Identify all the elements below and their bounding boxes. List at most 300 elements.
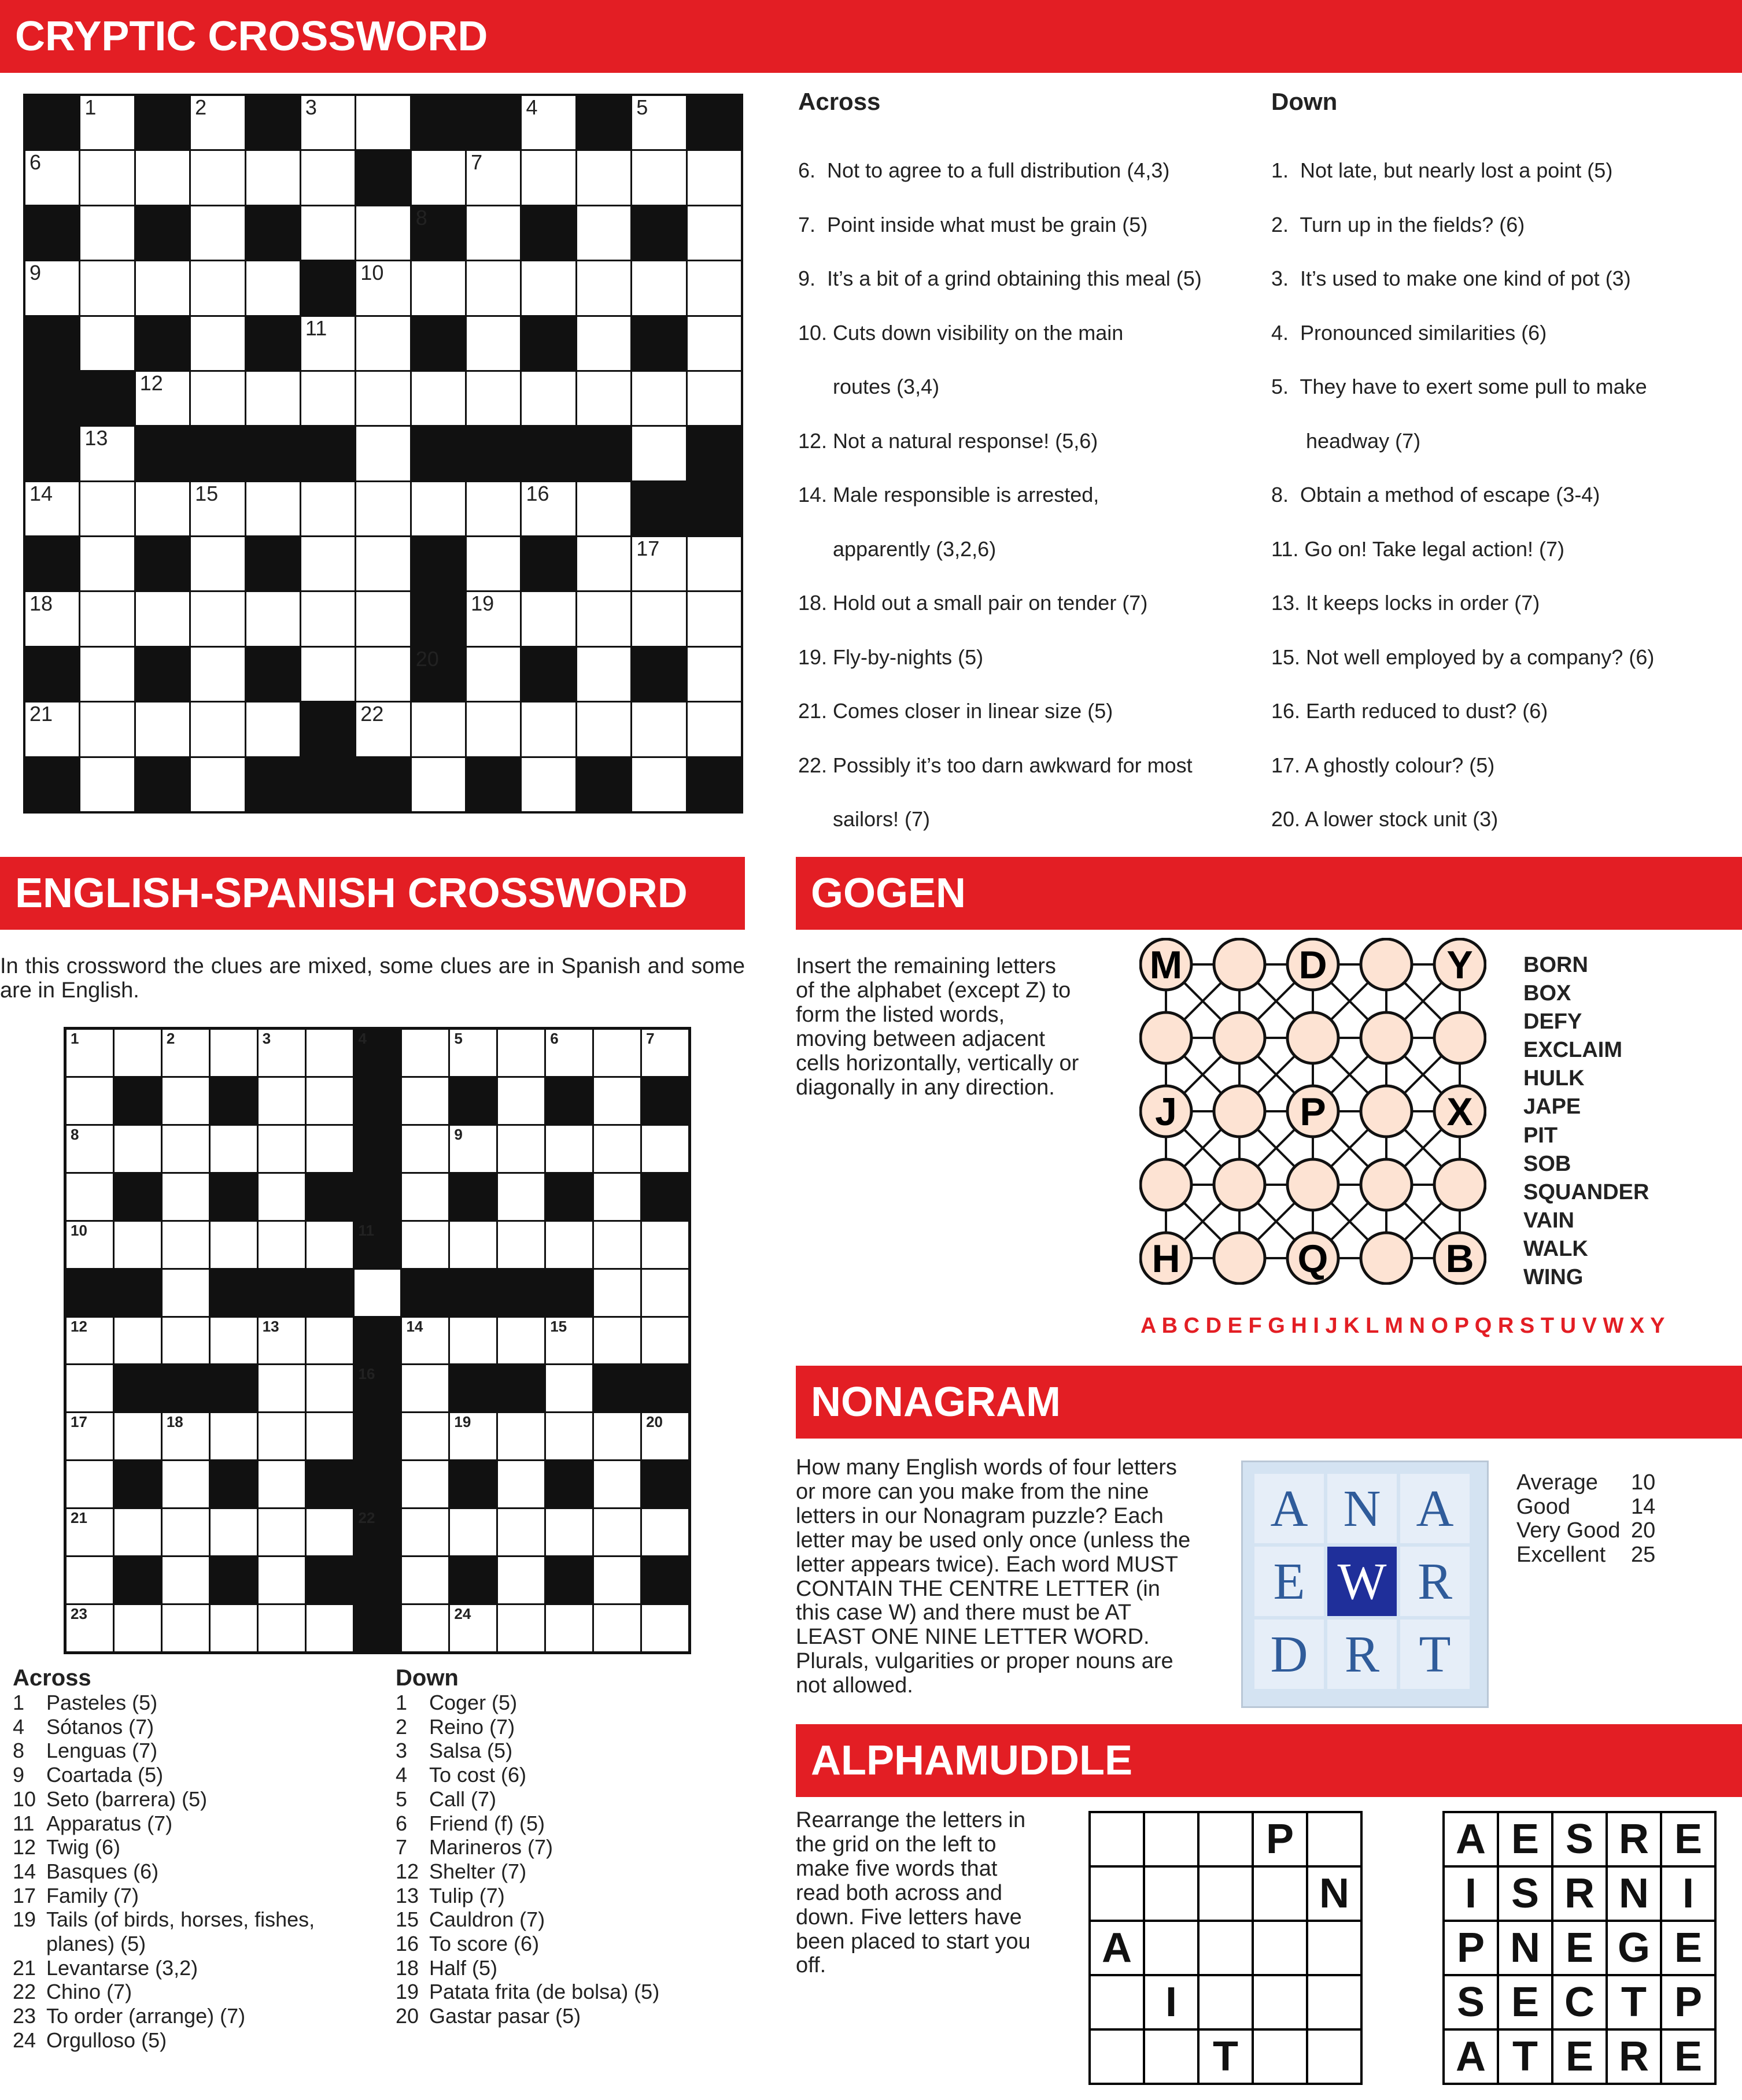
cryptic-white-cell[interactable] (136, 151, 189, 204)
es-white-cell[interactable] (115, 1509, 161, 1555)
es-white-cell[interactable] (402, 1413, 448, 1459)
cryptic-white-cell[interactable] (577, 592, 630, 645)
es-white-cell[interactable] (211, 1222, 257, 1268)
alphamuddle-cell[interactable]: I (1145, 1976, 1197, 2028)
alphamuddle-cell[interactable]: E (1662, 1813, 1714, 1865)
alphamuddle-cell[interactable]: I (1445, 1868, 1497, 1920)
cryptic-white-cell[interactable] (356, 592, 409, 645)
cryptic-white-cell[interactable] (522, 592, 575, 645)
es-white-cell[interactable] (259, 1509, 305, 1555)
cryptic-white-cell[interactable] (577, 206, 630, 260)
alphamuddle-cell[interactable] (1091, 1976, 1143, 2028)
gogen-cell[interactable] (1287, 1012, 1338, 1063)
cryptic-white-cell[interactable] (356, 703, 409, 756)
es-white-cell[interactable] (163, 1222, 209, 1268)
alphamuddle-cell[interactable]: R (1608, 1813, 1660, 1865)
es-white-cell[interactable] (67, 1365, 113, 1411)
es-white-cell[interactable] (67, 1557, 113, 1603)
alphamuddle-cell[interactable]: E (1553, 2031, 1606, 2083)
alphamuddle-cell[interactable] (1091, 1813, 1143, 1865)
es-white-cell[interactable] (498, 1557, 544, 1603)
es-white-cell[interactable] (450, 1222, 496, 1268)
es-white-cell[interactable] (163, 1270, 209, 1316)
es-white-cell[interactable] (594, 1222, 640, 1268)
cryptic-white-cell[interactable] (577, 372, 630, 425)
cryptic-white-cell[interactable] (80, 648, 134, 701)
cryptic-white-cell[interactable] (412, 372, 465, 425)
cryptic-white-cell[interactable] (301, 482, 355, 535)
es-white-cell[interactable] (307, 1365, 353, 1411)
cryptic-white-cell[interactable] (80, 427, 134, 480)
es-white-cell[interactable] (594, 1413, 640, 1459)
es-white-cell[interactable] (498, 1030, 544, 1076)
cryptic-white-cell[interactable] (246, 151, 300, 204)
cryptic-white-cell[interactable] (577, 537, 630, 590)
cryptic-white-cell[interactable] (191, 261, 244, 315)
es-white-cell[interactable] (594, 1174, 640, 1220)
es-white-cell[interactable] (211, 1030, 257, 1076)
es-white-cell[interactable] (402, 1174, 448, 1220)
es-white-cell[interactable] (546, 1413, 592, 1459)
es-white-cell[interactable] (642, 1318, 688, 1364)
es-white-cell[interactable] (211, 1318, 257, 1364)
es-white-cell[interactable] (402, 1509, 448, 1555)
es-white-cell[interactable] (546, 1222, 592, 1268)
cryptic-white-cell[interactable] (356, 648, 409, 701)
gogen-cell[interactable] (1141, 1012, 1191, 1063)
alphamuddle-cell[interactable]: T (1499, 2031, 1551, 2083)
es-white-cell[interactable] (259, 1318, 305, 1364)
es-white-cell[interactable] (498, 1461, 544, 1507)
cryptic-white-cell[interactable] (356, 372, 409, 425)
alphamuddle-cell[interactable]: R (1608, 2031, 1660, 2083)
cryptic-white-cell[interactable] (246, 372, 300, 425)
es-white-cell[interactable] (546, 1365, 592, 1411)
cryptic-white-cell[interactable] (301, 317, 355, 370)
cryptic-white-cell[interactable] (412, 151, 465, 204)
gogen-cell[interactable] (1434, 1012, 1485, 1063)
cryptic-white-cell[interactable] (246, 592, 300, 645)
alphamuddle-cell[interactable] (1200, 1976, 1252, 2028)
cryptic-white-cell[interactable] (191, 372, 244, 425)
alphamuddle-cell[interactable]: N (1608, 1868, 1660, 1920)
es-white-cell[interactable] (259, 1461, 305, 1507)
cryptic-white-cell[interactable] (80, 592, 134, 645)
es-white-cell[interactable] (546, 1318, 592, 1364)
cryptic-white-cell[interactable] (577, 317, 630, 370)
cryptic-white-cell[interactable] (246, 482, 300, 535)
cryptic-white-cell[interactable] (136, 703, 189, 756)
gogen-cell[interactable] (1214, 1012, 1265, 1063)
es-white-cell[interactable] (307, 1318, 353, 1364)
clue-number: 10 (13, 1787, 36, 1811)
es-white-cell[interactable] (594, 1461, 640, 1507)
alphamuddle-cell[interactable]: R (1553, 1868, 1606, 1920)
es-white-cell[interactable] (211, 1413, 257, 1459)
alphamuddle-cell[interactable] (1145, 2031, 1197, 2083)
cryptic-white-cell[interactable] (356, 482, 409, 535)
cryptic-white-cell[interactable] (80, 703, 134, 756)
es-white-cell[interactable] (67, 1078, 113, 1124)
alphamuddle-cell[interactable] (1145, 1922, 1197, 1974)
es-white-cell[interactable] (163, 1174, 209, 1220)
es-white-cell[interactable] (259, 1222, 305, 1268)
cryptic-white-cell[interactable] (191, 482, 244, 535)
alphamuddle-cell[interactable] (1091, 1868, 1143, 1920)
es-white-cell[interactable] (546, 1030, 592, 1076)
cryptic-white-cell[interactable] (632, 703, 685, 756)
cryptic-white-cell[interactable] (688, 648, 741, 701)
es-white-cell[interactable] (450, 1030, 496, 1076)
es-white-cell[interactable] (163, 1605, 209, 1651)
alphamuddle-cell[interactable] (1308, 1813, 1360, 1865)
alphamuddle-cell[interactable]: A (1445, 2031, 1497, 2083)
cryptic-white-cell[interactable] (522, 372, 575, 425)
es-white-cell[interactable] (594, 1509, 640, 1555)
alphamuddle-cell[interactable]: G (1608, 1922, 1660, 1974)
cryptic-white-cell[interactable] (301, 151, 355, 204)
alphamuddle-cell[interactable] (1254, 1922, 1306, 1974)
cryptic-white-cell[interactable] (80, 537, 134, 590)
cryptic-white-cell[interactable] (301, 648, 355, 701)
es-white-cell[interactable] (498, 1078, 544, 1124)
es-white-cell[interactable] (259, 1174, 305, 1220)
es-white-cell[interactable] (402, 1126, 448, 1172)
alphamuddle-cell[interactable]: S (1499, 1868, 1551, 1920)
es-white-cell[interactable] (642, 1413, 688, 1459)
es-white-cell[interactable] (498, 1174, 544, 1220)
es-white-cell[interactable] (163, 1030, 209, 1076)
es-white-cell[interactable] (546, 1605, 592, 1651)
cryptic-white-cell[interactable] (688, 317, 741, 370)
gogen-cell[interactable] (1141, 1159, 1191, 1210)
es-white-cell[interactable] (67, 1413, 113, 1459)
cryptic-white-cell[interactable] (356, 317, 409, 370)
es-white-cell[interactable] (115, 1126, 161, 1172)
cryptic-white-cell[interactable] (412, 758, 465, 811)
gogen-cell[interactable] (1214, 1086, 1265, 1137)
es-white-cell[interactable] (67, 1605, 113, 1651)
cryptic-white-cell[interactable] (246, 703, 300, 756)
es-white-cell[interactable] (642, 1126, 688, 1172)
alphamuddle-cell[interactable]: S (1445, 1976, 1497, 2028)
cryptic-white-cell[interactable] (25, 151, 79, 204)
cryptic-white-cell[interactable] (467, 261, 520, 315)
cryptic-white-cell[interactable] (191, 703, 244, 756)
es-white-cell[interactable] (402, 1030, 448, 1076)
es-white-cell[interactable] (307, 1413, 353, 1459)
es-white-cell[interactable] (115, 1413, 161, 1459)
cryptic-white-cell[interactable] (80, 151, 134, 204)
cryptic-white-cell[interactable] (632, 96, 685, 149)
alphamuddle-cell[interactable]: A (1091, 1922, 1143, 1974)
es-white-cell[interactable] (163, 1461, 209, 1507)
es-white-cell[interactable] (642, 1030, 688, 1076)
alphamuddle-cell[interactable]: C (1553, 1976, 1606, 2028)
es-white-cell[interactable] (594, 1030, 640, 1076)
cryptic-white-cell[interactable] (301, 206, 355, 260)
es-white-cell[interactable] (115, 1318, 161, 1364)
es-white-cell[interactable] (594, 1557, 640, 1603)
es-white-cell[interactable] (67, 1509, 113, 1555)
cryptic-white-cell[interactable] (467, 151, 520, 204)
alphamuddle-cell[interactable]: T (1608, 1976, 1660, 2028)
alphamuddle-cell[interactable]: P (1662, 1976, 1714, 2028)
alphamuddle-cell[interactable]: E (1499, 1976, 1551, 2028)
cryptic-white-cell[interactable] (191, 758, 244, 811)
cryptic-white-cell[interactable] (356, 537, 409, 590)
es-white-cell[interactable] (67, 1030, 113, 1076)
cryptic-white-cell[interactable] (191, 151, 244, 204)
alphamuddle-cell[interactable] (1254, 2031, 1306, 2083)
es-white-cell[interactable] (307, 1078, 353, 1124)
alphamuddle-cell[interactable] (1200, 1922, 1252, 1974)
es-white-cell[interactable] (211, 1509, 257, 1555)
cryptic-white-cell[interactable] (191, 206, 244, 260)
alphamuddle-cell[interactable]: A (1445, 1813, 1497, 1865)
cryptic-white-cell[interactable] (25, 261, 79, 315)
es-white-cell[interactable] (450, 1126, 496, 1172)
cryptic-white-cell[interactable] (136, 372, 189, 425)
cryptic-white-cell[interactable] (412, 261, 465, 315)
es-white-cell[interactable] (115, 1222, 161, 1268)
es-white-cell[interactable] (594, 1078, 640, 1124)
es-white-cell[interactable] (163, 1126, 209, 1172)
es-white-cell[interactable] (498, 1222, 544, 1268)
es-white-cell[interactable] (498, 1509, 544, 1555)
alphamuddle-cell[interactable]: E (1662, 2031, 1714, 2083)
cryptic-white-cell[interactable] (191, 96, 244, 149)
cryptic-white-cell[interactable] (688, 537, 741, 590)
es-white-cell[interactable] (307, 1030, 353, 1076)
cryptic-white-cell[interactable] (688, 206, 741, 260)
cryptic-white-cell[interactable] (246, 261, 300, 315)
es-white-cell[interactable] (67, 1222, 113, 1268)
es-white-cell[interactable] (642, 1605, 688, 1651)
cryptic-white-cell[interactable] (80, 482, 134, 535)
es-white-cell[interactable] (163, 1557, 209, 1603)
gogen-cell[interactable] (1434, 1159, 1485, 1210)
es-white-cell[interactable] (211, 1605, 257, 1651)
cryptic-black-cell (136, 537, 189, 590)
es-white-cell[interactable] (115, 1030, 161, 1076)
es-white-cell[interactable] (594, 1605, 640, 1651)
es-white-cell[interactable] (67, 1174, 113, 1220)
cryptic-white-cell[interactable] (632, 151, 685, 204)
es-white-cell[interactable] (546, 1126, 592, 1172)
alphamuddle-cell[interactable] (1145, 1813, 1197, 1865)
cryptic-white-cell[interactable] (688, 261, 741, 315)
es-white-cell[interactable] (355, 1270, 401, 1316)
cryptic-white-cell[interactable] (467, 482, 520, 535)
cryptic-white-cell[interactable] (577, 648, 630, 701)
alphamuddle-cell[interactable]: S (1553, 1813, 1606, 1865)
cryptic-white-cell[interactable] (467, 317, 520, 370)
cryptic-white-cell[interactable] (522, 96, 575, 149)
gogen-cell[interactable] (1214, 939, 1265, 990)
es-white-cell[interactable] (259, 1365, 305, 1411)
gogen-cell[interactable] (1361, 1159, 1412, 1210)
alphamuddle-cell[interactable]: N (1308, 1868, 1360, 1920)
es-white-cell[interactable] (402, 1365, 448, 1411)
es-white-cell[interactable] (307, 1222, 353, 1268)
cryptic-white-cell[interactable] (632, 758, 685, 811)
alphamuddle-cell[interactable]: P (1254, 1813, 1306, 1865)
cryptic-white-cell[interactable] (356, 206, 409, 260)
es-white-cell[interactable] (211, 1126, 257, 1172)
cryptic-white-cell[interactable] (301, 592, 355, 645)
cryptic-white-cell[interactable] (191, 537, 244, 590)
cryptic-white-cell[interactable] (577, 261, 630, 315)
es-white-cell[interactable] (163, 1413, 209, 1459)
cryptic-white-cell[interactable] (301, 537, 355, 590)
es-white-cell[interactable] (67, 1126, 113, 1172)
es-white-cell[interactable] (642, 1509, 688, 1555)
alphamuddle-cell[interactable] (1091, 2031, 1143, 2083)
cryptic-white-cell[interactable] (467, 372, 520, 425)
gogen-cell[interactable] (1214, 1159, 1265, 1210)
alphamuddle-cell[interactable] (1254, 1976, 1306, 2028)
cryptic-white-cell[interactable] (412, 482, 465, 535)
cryptic-white-cell[interactable] (522, 261, 575, 315)
cryptic-white-cell[interactable] (191, 317, 244, 370)
gogen-cell[interactable] (1287, 1159, 1338, 1210)
cryptic-white-cell[interactable] (522, 482, 575, 535)
cryptic-white-cell[interactable] (80, 261, 134, 315)
cryptic-white-cell[interactable] (688, 372, 741, 425)
cryptic-white-cell[interactable] (688, 151, 741, 204)
alphamuddle-cell[interactable]: E (1662, 1922, 1714, 1974)
es-white-cell[interactable] (307, 1605, 353, 1651)
cryptic-white-cell[interactable] (632, 261, 685, 315)
cryptic-white-cell[interactable] (80, 96, 134, 149)
alphamuddle-cell[interactable] (1308, 1922, 1360, 1974)
cryptic-white-cell[interactable] (632, 537, 685, 590)
cryptic-white-cell[interactable] (136, 261, 189, 315)
es-white-cell[interactable] (594, 1126, 640, 1172)
cryptic-white-cell[interactable] (632, 592, 685, 645)
alphamuddle-cell[interactable] (1145, 1868, 1197, 1920)
es-white-cell[interactable] (594, 1318, 640, 1364)
alphamuddle-cell[interactable] (1200, 1868, 1252, 1920)
alphamuddle-cell[interactable] (1308, 1976, 1360, 2028)
cryptic-white-cell[interactable] (467, 592, 520, 645)
cryptic-white-cell[interactable] (80, 317, 134, 370)
es-white-cell[interactable] (402, 1222, 448, 1268)
es-white-cell[interactable] (642, 1270, 688, 1316)
cryptic-white-cell[interactable] (356, 96, 409, 149)
cryptic-white-cell[interactable] (467, 703, 520, 756)
alphamuddle-cell[interactable]: T (1200, 2031, 1252, 2083)
es-white-cell[interactable] (402, 1461, 448, 1507)
es-white-cell[interactable] (259, 1126, 305, 1172)
es-white-cell[interactable] (402, 1605, 448, 1651)
cryptic-white-cell[interactable] (577, 151, 630, 204)
es-white-cell[interactable] (163, 1078, 209, 1124)
es-white-cell[interactable] (259, 1030, 305, 1076)
alphamuddle-cell[interactable]: I (1662, 1868, 1714, 1920)
es-white-cell[interactable] (402, 1318, 448, 1364)
cryptic-white-cell[interactable] (522, 758, 575, 811)
alphamuddle-cell[interactable] (1254, 1868, 1306, 1920)
es-white-cell[interactable] (67, 1318, 113, 1364)
es-white-cell[interactable] (498, 1413, 544, 1459)
es-white-cell[interactable] (67, 1461, 113, 1507)
alphamuddle-cell[interactable]: E (1499, 1813, 1551, 1865)
cryptic-white-cell[interactable] (136, 482, 189, 535)
cryptic-white-cell[interactable] (25, 482, 79, 535)
es-white-cell[interactable] (307, 1509, 353, 1555)
es-white-cell[interactable] (259, 1557, 305, 1603)
cryptic-white-cell[interactable] (191, 592, 244, 645)
cryptic-white-cell[interactable] (632, 372, 685, 425)
es-white-cell[interactable] (115, 1605, 161, 1651)
cryptic-white-cell[interactable] (356, 261, 409, 315)
es-white-cell[interactable] (402, 1557, 448, 1603)
es-white-cell[interactable] (498, 1318, 544, 1364)
alphamuddle-cell[interactable]: P (1445, 1922, 1497, 1974)
cryptic-white-cell[interactable] (467, 206, 520, 260)
cryptic-white-cell[interactable] (301, 96, 355, 149)
es-white-cell[interactable] (498, 1126, 544, 1172)
cryptic-white-cell[interactable] (191, 648, 244, 701)
cryptic-white-cell[interactable] (25, 703, 79, 756)
alphamuddle-cell[interactable]: E (1553, 1922, 1606, 1974)
es-white-cell[interactable] (450, 1605, 496, 1651)
es-white-cell[interactable] (259, 1413, 305, 1459)
es-white-cell[interactable] (163, 1509, 209, 1555)
cryptic-white-cell[interactable] (356, 427, 409, 480)
cryptic-white-cell[interactable] (80, 206, 134, 260)
cryptic-white-cell[interactable] (577, 703, 630, 756)
gogen-cell[interactable] (1361, 939, 1412, 990)
es-white-cell[interactable] (259, 1605, 305, 1651)
es-white-cell[interactable] (450, 1318, 496, 1364)
es-white-cell[interactable] (498, 1605, 544, 1651)
es-white-cell[interactable] (307, 1126, 353, 1172)
cryptic-white-cell[interactable] (467, 648, 520, 701)
clue-item (396, 1884, 772, 1908)
cryptic-white-cell[interactable] (25, 592, 79, 645)
es-white-cell[interactable] (450, 1509, 496, 1555)
cryptic-white-cell[interactable] (136, 592, 189, 645)
gogen-cell[interactable] (1361, 1086, 1412, 1137)
cryptic-white-cell[interactable] (688, 703, 741, 756)
cryptic-white-cell[interactable] (577, 482, 630, 535)
es-white-cell[interactable] (402, 1078, 448, 1124)
es-white-cell[interactable] (642, 1222, 688, 1268)
cryptic-white-cell[interactable] (522, 151, 575, 204)
cryptic-white-cell[interactable] (632, 427, 685, 480)
alphamuddle-cell[interactable] (1308, 2031, 1360, 2083)
cryptic-white-cell[interactable] (688, 592, 741, 645)
cryptic-white-cell[interactable] (412, 703, 465, 756)
es-white-cell[interactable] (259, 1078, 305, 1124)
alphamuddle-cell[interactable] (1200, 1813, 1252, 1865)
cryptic-white-cell[interactable] (522, 703, 575, 756)
es-white-cell[interactable] (163, 1318, 209, 1364)
cryptic-white-cell[interactable] (467, 537, 520, 590)
es-white-cell[interactable] (594, 1270, 640, 1316)
cryptic-white-cell[interactable] (301, 372, 355, 425)
es-white-cell[interactable] (546, 1509, 592, 1555)
cryptic-white-cell[interactable] (80, 758, 134, 811)
gogen-cell[interactable] (1361, 1012, 1412, 1063)
alphamuddle-cell[interactable]: N (1499, 1922, 1551, 1974)
gogen-cell[interactable] (1214, 1233, 1265, 1284)
es-white-cell[interactable] (450, 1413, 496, 1459)
gogen-cell[interactable] (1361, 1233, 1412, 1284)
